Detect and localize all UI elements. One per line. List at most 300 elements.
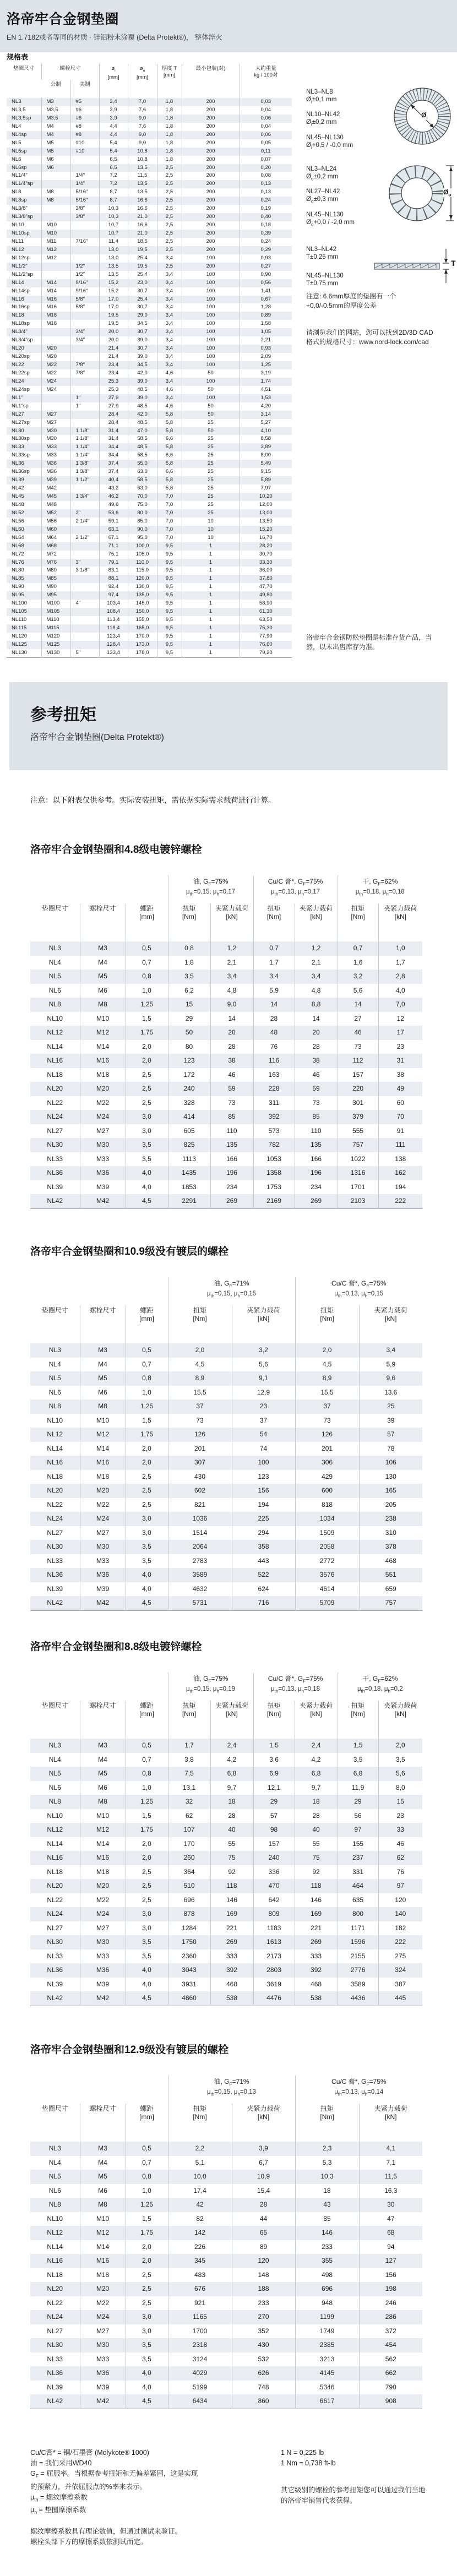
table-cell: 2,5 (157, 263, 182, 271)
table-row (30, 2212, 422, 2226)
table-cell: 58,90 (240, 600, 292, 608)
table-cell: NL22 (47, 2299, 63, 2307)
table-cell: 0,90 (240, 271, 292, 279)
table-cell: 3,4 (99, 98, 128, 106)
table-cell: 17,4 (168, 2184, 232, 2198)
footnote-line: $G_F$ = 屈服率。当根据参考扭矩和无偏差紧固，这是实现 (30, 2470, 198, 2479)
table-cell: M5 (80, 1371, 126, 1386)
table-cell: 48,5 (128, 419, 157, 427)
table-cell: 3,0 (126, 1124, 168, 1139)
table-cell: 25,3 (99, 378, 128, 386)
table-cell (70, 591, 99, 600)
table-cell: 57 (253, 1809, 295, 1823)
table-cell: M36 (80, 1166, 126, 1180)
table-cell: 5/16" (70, 188, 99, 197)
table-cell: 9,5 (157, 583, 182, 591)
table-cell: 49,80 (240, 591, 292, 600)
table-cell: 100 (182, 378, 240, 386)
table-cell: M33 (41, 443, 70, 451)
table-cell: 2169 (253, 1194, 295, 1208)
table-cell: 4,0 (378, 984, 422, 998)
table-cell: 1,2 (295, 941, 338, 956)
table-cell: 333 (210, 1949, 253, 1964)
table-cell: 48,5 (128, 402, 157, 411)
table-cell: 5/8" (70, 296, 99, 304)
table-cell: 4,0 (126, 1963, 168, 1978)
table-cell: 15,2 (99, 279, 128, 287)
table-cell: 9,5 (157, 575, 182, 583)
table-cell: NL36sp (12, 469, 30, 475)
table-row (7, 131, 292, 139)
table-cell: 25 (182, 468, 240, 476)
table-cell: 3,4 (253, 970, 295, 984)
table-cell: 1,25 (126, 1399, 168, 1414)
table-cell: M36 (80, 1568, 126, 1582)
table-row (7, 591, 292, 600)
table-cell: NL52 (12, 509, 24, 516)
col-header-torque: 扭矩 [Nm] (295, 1305, 359, 1343)
table-cell: NL85 (12, 575, 24, 582)
table-cell: NL8 (48, 2201, 61, 2208)
table-cell: 70,0 (128, 493, 157, 501)
table-row (30, 1012, 422, 1026)
table-cell: 32 (168, 1795, 210, 1809)
table-cell: 0,40 (240, 213, 292, 221)
table-cell: 38 (210, 1054, 253, 1068)
table-cell: 0,7 (126, 2156, 168, 2170)
table-cell: 49 (378, 1082, 422, 1096)
table-cell: 97 (338, 1823, 378, 1837)
thickness-tolerance-note: 注意: 6.6mm厚度的垫圈有一个 +0,0/-0.5mm的厚度公差 (306, 292, 396, 309)
table-cell (70, 156, 99, 164)
table-cell: 225 (232, 1512, 295, 1526)
table-cell: M33 (80, 1949, 126, 1964)
table-cell: 5,27 (240, 419, 292, 427)
table-cell: 9,7 (295, 1781, 338, 1795)
table-cell: 4436 (338, 1991, 378, 2006)
table-row (7, 509, 292, 518)
table-cell: 1 (182, 551, 240, 559)
table-cell: 333 (295, 1949, 338, 1964)
table-cell: M12 (80, 1428, 126, 1442)
table-cell: 2,5 (126, 2282, 168, 2296)
table-cell: 78 (359, 1442, 422, 1456)
table-cell: 1165 (168, 2310, 232, 2324)
torque-section-band (9, 682, 448, 770)
table-cell: NL42 (47, 2397, 63, 2405)
table-cell: 16,70 (240, 534, 292, 542)
table-cell: 4,5 (168, 1358, 232, 1372)
table-cell: M4 (41, 123, 70, 131)
table-cell: 8,8 (295, 998, 338, 1012)
table-cell: 1,8 (157, 98, 182, 106)
table-cell: NL90 (12, 584, 24, 590)
table-row (7, 188, 292, 197)
table-cell: NL16 (47, 2257, 63, 2264)
table-cell: 39 (359, 1414, 422, 1428)
table-cell: 355 (295, 2254, 359, 2268)
table-cell: 908 (359, 2394, 422, 2409)
table-cell (70, 312, 99, 320)
table-cell: 29 (253, 1795, 295, 1809)
table-cell: 62 (168, 1809, 210, 1823)
table-row (7, 542, 292, 551)
table-cell: 454 (359, 2338, 422, 2352)
table-cell: 5709 (295, 1596, 359, 1610)
table-row (7, 361, 292, 369)
table-cell: 555 (338, 1124, 378, 1139)
table-row (30, 2240, 422, 2254)
table-cell: 196 (210, 1166, 253, 1180)
table-cell: 2,09 (240, 353, 292, 361)
table-row (30, 1138, 422, 1152)
table-cell: 34,4 (99, 451, 128, 460)
table-cell: 7,0 (157, 526, 182, 534)
table-cell: 21,4 (99, 345, 128, 353)
table-cell: 4,5 (126, 1991, 168, 2006)
table-cell: NL3 (48, 944, 61, 952)
table-cell: 100 (182, 271, 240, 279)
table-cell: 63,1 (99, 526, 128, 534)
table-cell: 9,0 (128, 115, 157, 123)
table-cell: NL8 (12, 189, 21, 195)
spec-table-heading: 规格表 (7, 53, 29, 61)
outer-diameter-label: $Ø_o$ (443, 188, 451, 198)
table-cell: 1 (182, 649, 240, 657)
table-cell: 34,4 (99, 443, 128, 451)
table-cell: 483 (168, 2268, 232, 2283)
table-cell: NL12 (47, 1826, 63, 1833)
table-row (7, 271, 292, 279)
table-cell: 37,80 (240, 575, 292, 583)
table-cell: 58,5 (128, 476, 157, 484)
table-cell: 757 (359, 1596, 422, 1610)
table-cell: 1,74 (240, 378, 292, 386)
table-cell: 30,7 (128, 328, 157, 336)
table-cell: 0,7 (126, 1358, 168, 1372)
table-cell: 3,4 (157, 328, 182, 336)
table-cell: 468 (359, 1554, 422, 1569)
footnote-line: 螺纹摩擦系数具有理论数值，但通过测试来验证。 (30, 2527, 182, 2535)
table-cell: M27 (80, 1526, 126, 1540)
table-cell: 790 (359, 2381, 422, 2395)
table-title: 洛帝牢合金钢垫圈和10.9级没有镀层的螺栓 (30, 1246, 228, 1257)
table-cell: 150,0 (128, 608, 157, 616)
table-cell: 20 (210, 1026, 253, 1040)
table-cell: M16 (41, 303, 70, 312)
table-cell: 21,4 (99, 353, 128, 361)
table-row (7, 254, 292, 263)
table-cell: M10 (41, 221, 70, 230)
table-cell: 19,5 (99, 320, 128, 328)
table-cell: 3,0 (126, 2310, 168, 2324)
table-cell: NL3/8" (12, 205, 28, 212)
tolerance-item: NL3–NL42 T±0,25 mm (306, 246, 339, 260)
table-cell: 25,4 (128, 254, 157, 263)
table-cell: 16,6 (128, 205, 157, 213)
table-cell: 83,1 (99, 567, 128, 575)
table-row (7, 567, 292, 575)
table-cell: NL5sp (12, 148, 27, 154)
footnote-line: 的洛帝牢销售代表获得。 (281, 2497, 357, 2504)
table-cell: 234 (210, 1180, 253, 1195)
table-cell: 624 (232, 1582, 295, 1597)
table-cell: 878 (168, 1907, 210, 1921)
table-cell: 1199 (295, 2310, 359, 2324)
table-cell: 200 (182, 164, 240, 172)
table-cell: 2,0 (126, 2254, 168, 2268)
table-cell: 39,0 (128, 353, 157, 361)
table-cell: 126 (168, 1428, 232, 1442)
tolerance-item: NL27–NL42 $Ø_o\pm 0,3$ mm (306, 188, 340, 204)
col-header-clamp: 夹紧力载荷 [kN] (378, 903, 422, 941)
table-cell: NL36 (47, 1169, 63, 1177)
table-cell: #5 (70, 98, 99, 106)
table-cell: M30 (80, 1138, 126, 1152)
table-cell: 128,4 (99, 641, 128, 649)
table-cell: NL56 (12, 518, 24, 524)
table-cell: NL3/4"sp (12, 337, 33, 344)
table-cell: 2 1/4" (70, 518, 99, 526)
table-cell: NL24 (47, 2313, 63, 2321)
table-cell: 1,28 (240, 303, 292, 312)
table-cell: 821 (168, 1498, 232, 1512)
table-cell: 25,4 (128, 271, 157, 279)
table-row (30, 1781, 422, 1795)
table-cell: 311 (253, 1096, 295, 1110)
table-cell: NL16 (47, 1458, 63, 1466)
table-row (7, 394, 292, 402)
table-cell: 56 (338, 1809, 378, 1823)
footnote-line: 其它级别的螺栓的参考扭矩您可以通过我们当地 (281, 2486, 426, 2494)
col-header-washer: 垫圈尺寸 (41, 1306, 68, 1314)
table-cell: 11,5 (359, 2170, 422, 2184)
table-row (7, 484, 292, 493)
table-cell: 108,4 (99, 608, 128, 616)
group-header-oil: 油, $G_F=71\%$ $\mu_{th}=0,15$, $\mu_h=0,15$ (168, 1277, 295, 1305)
table-cell: 8,58 (240, 435, 292, 443)
table-cell: 222 (378, 1935, 422, 1949)
table-cell: NL72 (12, 551, 24, 557)
table-cell: 2,1 (210, 956, 253, 970)
table-cell: 1596 (338, 1935, 378, 1949)
table-cell: 5346 (295, 2381, 359, 2395)
table-row (30, 2226, 422, 2240)
table-cell: 0,5 (126, 2142, 168, 2156)
table-cell: M8 (80, 998, 126, 1012)
table-cell: 7,6 (128, 123, 157, 131)
table-cell: 28,4 (99, 411, 128, 419)
table-cell: 50 (182, 386, 240, 394)
table-cell: 194 (378, 1180, 422, 1195)
table-cell: 163 (253, 1068, 295, 1082)
table-cell: 16,6 (128, 197, 157, 205)
table-cell: 46 (338, 1026, 378, 1040)
table-cell: 5199 (168, 2381, 232, 2395)
table-cell: 1113 (168, 1152, 210, 1167)
table-cell: 6,6 (157, 451, 182, 460)
table-cell: 1 (182, 567, 240, 575)
table-cell: 3,2 (232, 1343, 295, 1358)
table-cell: 1701 (338, 1180, 378, 1195)
table-cell: M6 (80, 2184, 126, 2198)
table-cell: 310 (359, 1526, 422, 1540)
table-cell: 7,0 (157, 534, 182, 542)
table-cell: 3,5 (168, 970, 210, 984)
table-cell: 573 (253, 1124, 295, 1139)
table-cell: 15 (378, 1795, 422, 1809)
table-cell: 103,4 (99, 600, 128, 608)
table-cell: 0,8 (126, 970, 168, 984)
table-cell: NL27 (12, 411, 24, 417)
table-cell: 25,4 (128, 296, 157, 304)
table-cell: 275 (378, 1949, 422, 1964)
table-cell: 25 (182, 460, 240, 468)
table-cell: 25 (182, 501, 240, 509)
table-cell: 221 (295, 1921, 338, 1936)
table-cell: 71,1 (99, 542, 128, 551)
table-cell (41, 336, 70, 345)
table-row (30, 1096, 422, 1110)
table-cell: 20 (295, 1026, 338, 1040)
table-row (7, 238, 292, 246)
table-cell: NL24sp (12, 386, 30, 393)
table-cell: 6434 (168, 2394, 232, 2409)
table-cell: 1 1/2" (70, 476, 99, 484)
table-cell: 2776 (338, 1963, 378, 1978)
table-cell: M22 (41, 361, 70, 369)
table-cell: 2,21 (240, 336, 292, 345)
table-cell: 605 (168, 1124, 210, 1139)
table-cell: 2803 (253, 1963, 295, 1978)
table-row (7, 518, 292, 526)
table-cell: NL16sp (12, 304, 30, 311)
table-cell: 36,00 (240, 567, 292, 575)
table-cell: 551 (359, 1568, 422, 1582)
table-cell: 63,0 (128, 484, 157, 493)
table-cell (70, 386, 99, 394)
table-cell: 3" (70, 559, 99, 567)
table-row (7, 534, 292, 542)
table-cell: 4,0 (126, 1582, 168, 1597)
table-cell: M42 (41, 484, 70, 493)
table-cell: 13,5 (128, 164, 157, 172)
table-cell: 73 (338, 1040, 378, 1054)
table-cell: NL3 (48, 1346, 61, 1354)
table-cell: M33 (41, 451, 70, 460)
table-row (7, 303, 292, 312)
table-row (7, 172, 292, 180)
table-cell: 4,4 (99, 131, 128, 139)
table-cell: NL12 (47, 1430, 63, 1438)
table-row (7, 369, 292, 378)
table-cell: NL4sp (12, 131, 27, 138)
table-cell: 76 (378, 1865, 422, 1880)
table-cell: NL22 (47, 1896, 63, 1904)
table-cell: NL115 (12, 625, 27, 631)
table-cell: 200 (182, 238, 240, 246)
table-cell: 3,5 (338, 1753, 378, 1767)
tolerance-item: NL45–NL130 $Ø_i+0,5 / -0,0$ mm (306, 134, 353, 150)
table-cell: 1 3/8" (70, 468, 99, 476)
table-cell: 336 (253, 1865, 295, 1880)
table-cell: M16 (80, 1054, 126, 1068)
table-cell: 3,5 (126, 2352, 168, 2367)
table-cell: M27 (41, 411, 70, 419)
table-cell: 3/8" (70, 205, 99, 213)
table-cell: 135,0 (128, 591, 157, 600)
table-cell: 73 (210, 1096, 253, 1110)
table-row (7, 402, 292, 411)
table-cell: 1171 (338, 1921, 378, 1936)
col-header-bolt: 螺栓尺寸 (80, 903, 126, 941)
table-row (7, 213, 292, 221)
table-cell: NL5 (48, 1374, 61, 1382)
header-spacer (30, 1277, 168, 1305)
table-cell: 7,97 (240, 484, 292, 493)
table-cell: 40,4 (99, 476, 128, 484)
table-cell: NL33 (47, 1154, 63, 1163)
table-cell: 3,0 (126, 1921, 168, 1936)
table-cell: M8 (80, 1399, 126, 1414)
table-cell: M72 (41, 551, 70, 559)
table-cell: 63,50 (240, 616, 292, 624)
col-header-clamp: 夹紧力载荷 [kN] (210, 903, 253, 941)
table-cell: 1750 (168, 1935, 210, 1949)
table-cell: 220 (338, 1082, 378, 1096)
table-cell: 6,7 (232, 2156, 295, 2170)
table-row (30, 1753, 422, 1767)
table-cell: NL125 (12, 641, 27, 647)
table-cell: M27 (41, 419, 70, 427)
table-cell: M5 (80, 970, 126, 984)
table-cell: 40 (295, 1823, 338, 1837)
table-cell: M120 (41, 633, 70, 641)
table-row (30, 1526, 422, 1540)
table-cell: 2,5 (126, 1096, 168, 1110)
table-cell: 0,07 (240, 156, 292, 164)
table-cell: 10,8 (128, 148, 157, 156)
table-cell: 120 (232, 2254, 295, 2268)
table-cell: 75,30 (240, 624, 292, 633)
torque-table-12-9-section (30, 2044, 422, 2409)
thickness-label: T (451, 259, 456, 268)
table-cell: 3,4 (157, 296, 182, 304)
table-cell: 75,1 (99, 551, 128, 559)
table-cell: 133,4 (99, 649, 128, 657)
table-row (7, 180, 292, 188)
table-cell: 178,0 (128, 649, 157, 657)
table-cell: 70 (378, 1110, 422, 1124)
table-cell: NL10 (47, 1416, 63, 1424)
table-row (30, 998, 422, 1012)
table-cell: 100 (182, 312, 240, 320)
table-cell: 2,5 (157, 172, 182, 180)
tolerance-item: NL45–NL130 T±0,75 mm (306, 273, 344, 287)
table-cell: 5,3 (295, 2156, 359, 2170)
table-cell: 157 (253, 1837, 295, 1851)
table-row (30, 1512, 422, 1526)
table-cell: 3/4" (70, 328, 99, 336)
table-cell: 3,14 (240, 411, 292, 419)
table-cell: 430 (232, 2338, 295, 2352)
table-cell: 118 (210, 1879, 253, 1893)
table-cell: 2,2 (168, 2142, 232, 2156)
table-cell: 0,93 (240, 345, 292, 353)
table-cell: M20 (80, 1082, 126, 1096)
table-cell: 234 (295, 1180, 338, 1195)
table-cell: NL22 (47, 1500, 63, 1508)
